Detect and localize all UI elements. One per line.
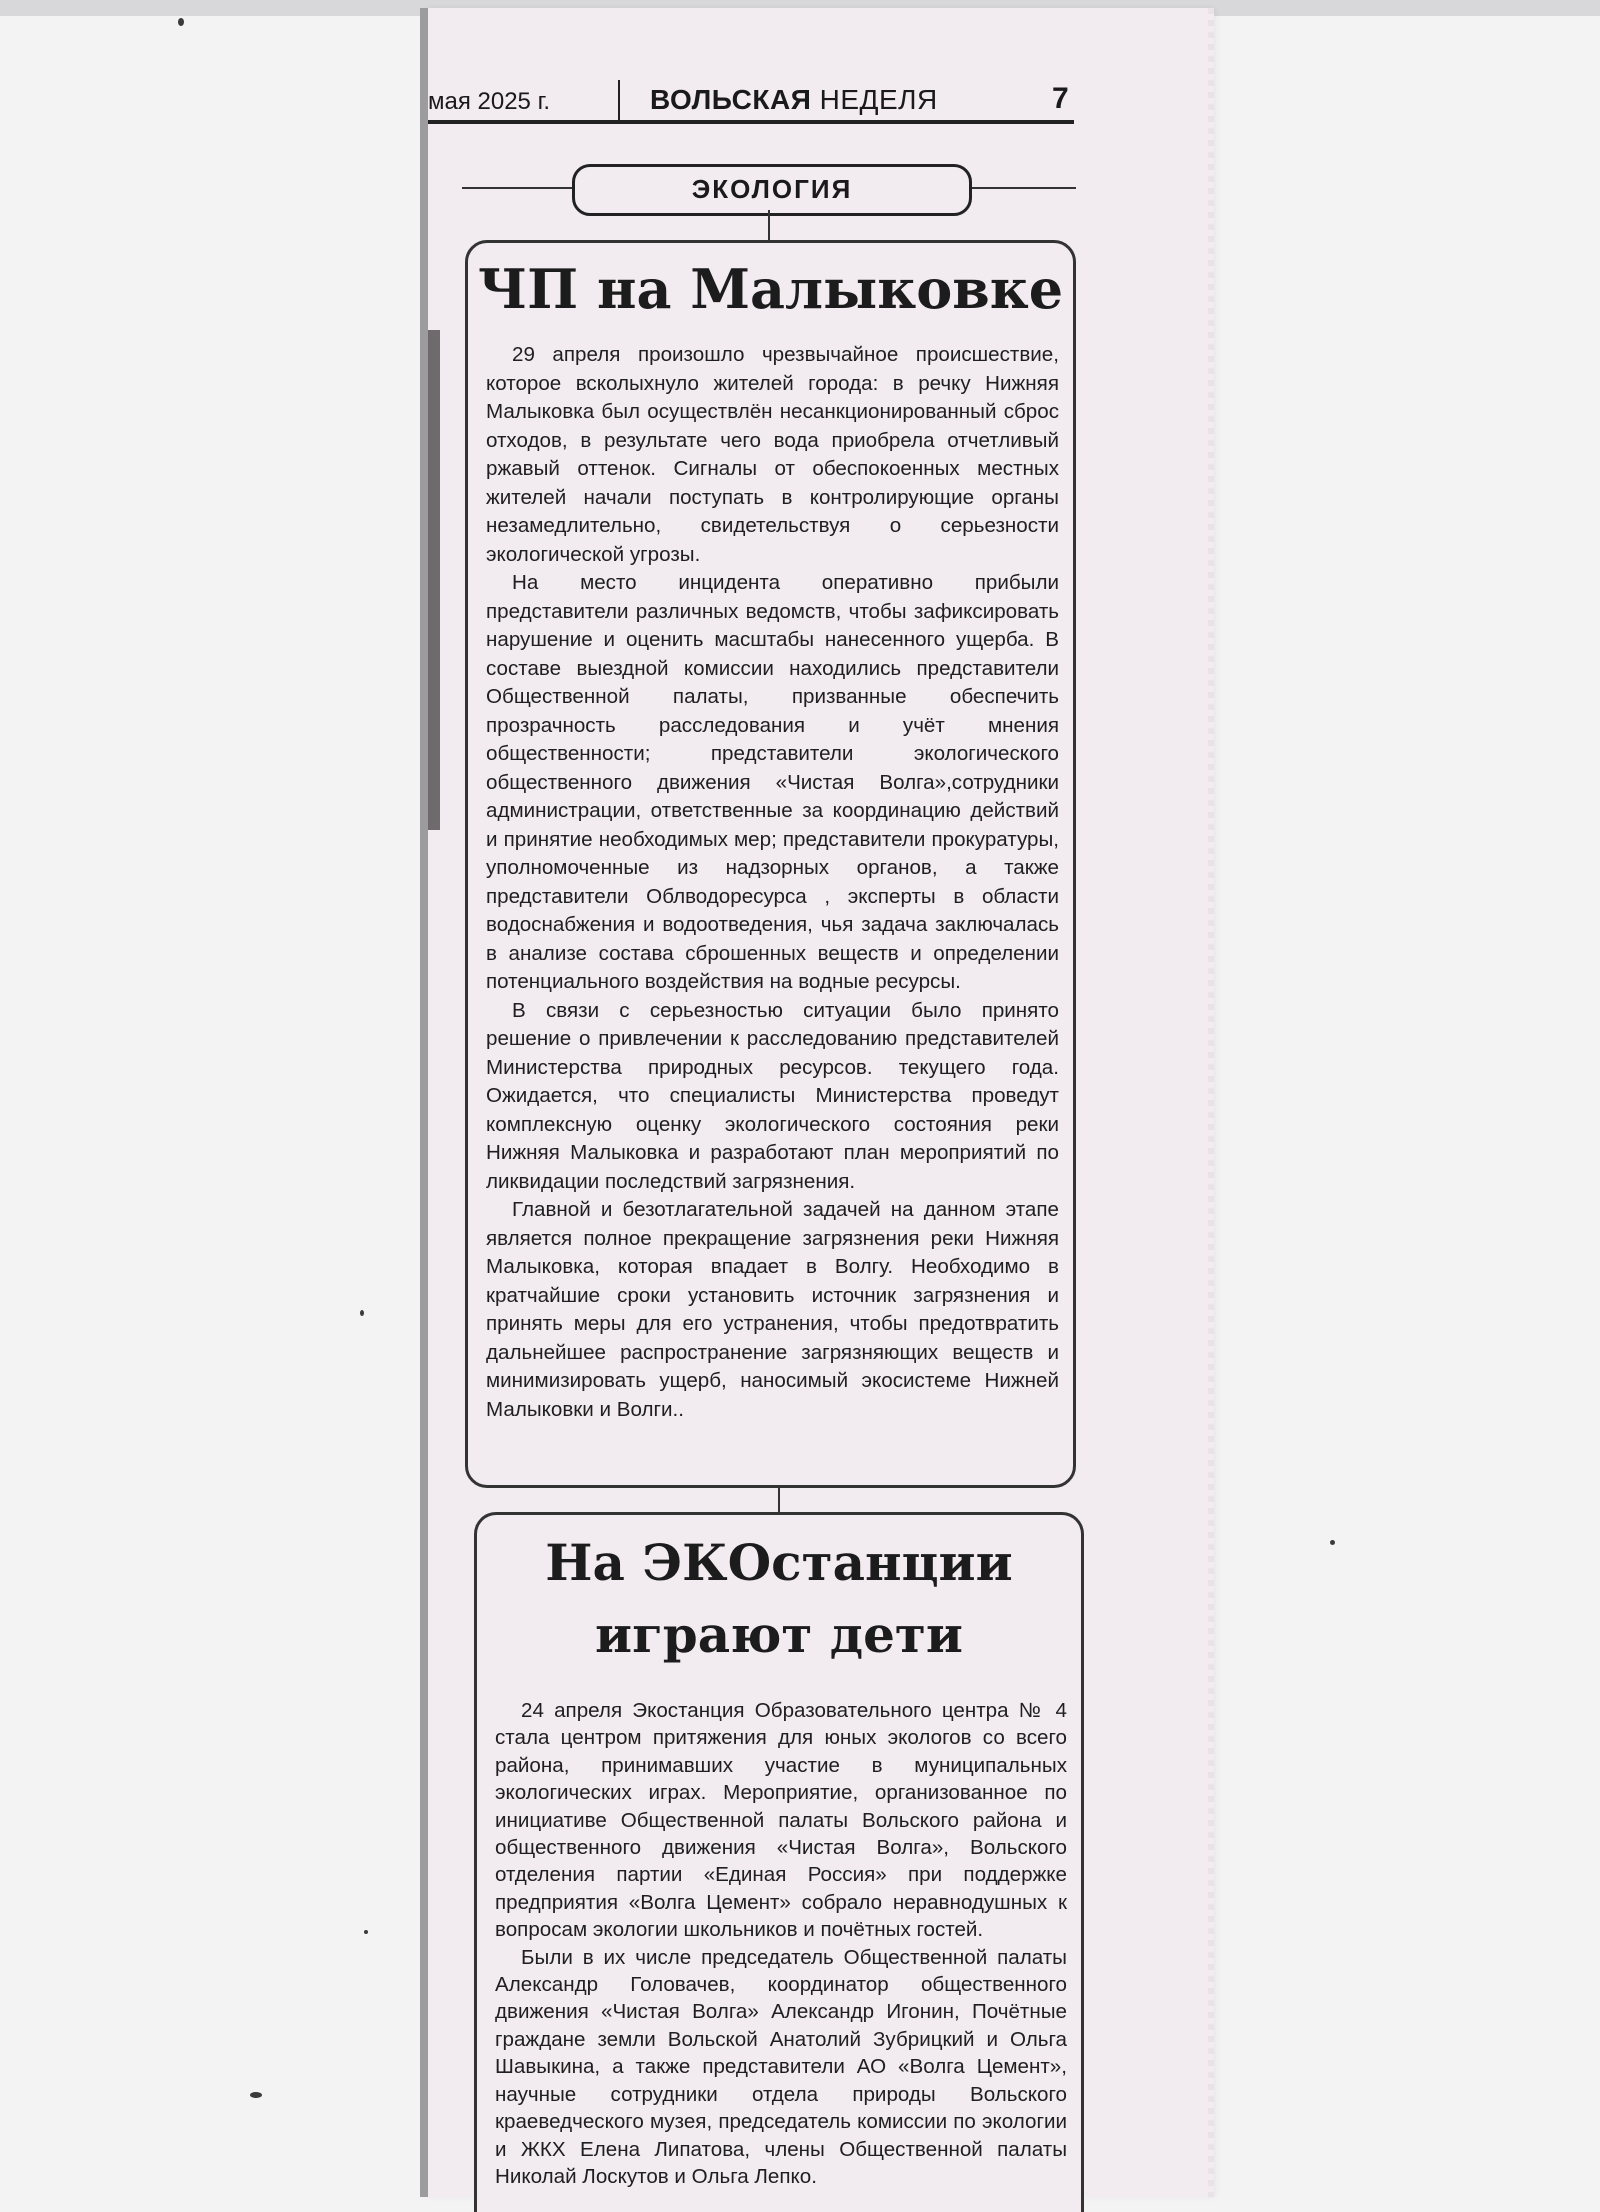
article-body bbox=[495, 1697, 1067, 2190]
newspaper-name-bold: ВОЛЬСКАЯ bbox=[650, 84, 812, 115]
scan-speck bbox=[178, 18, 184, 26]
adjacent-column-remnant bbox=[428, 330, 440, 1730]
connector-line bbox=[778, 1488, 780, 1512]
section-label: ЭКОЛОГИЯ bbox=[572, 164, 972, 216]
article-frame bbox=[465, 240, 1076, 1488]
section-rule-right bbox=[966, 187, 1076, 189]
scan-speck bbox=[360, 1310, 364, 1316]
article-paragraph: Были в их числе председатель Общественной палаты Александр Головачев, координатор общественного движения «Чистая Волга» Александр Игонин, Почётные граждане земли Вольской Анатолий Зубрицкий и Ольга Шавыкина, а также представители АО «Волга Цемент», научные сотрудники отдела природы Вольского краеведческого музея, председатель комиссии по экологии и ЖКХ Елена Липатова, члены Общественной палаты Николай Лоскутов и Ольга Лепко. bbox=[495, 1945, 1067, 2188]
article-title-line: играют дети bbox=[595, 1605, 963, 1664]
masthead-separator bbox=[618, 80, 620, 120]
issue-date: мая 2025 г. bbox=[428, 88, 551, 115]
connector-line bbox=[768, 210, 770, 242]
page-number: 7 bbox=[1052, 82, 1069, 115]
scan-speck bbox=[364, 1930, 368, 1934]
article-frame bbox=[474, 1512, 1084, 2212]
newspaper-name bbox=[650, 84, 938, 116]
article-title-line: На ЭКОстанции bbox=[545, 1533, 1013, 1592]
scan-speck bbox=[1330, 1540, 1335, 1545]
masthead bbox=[428, 78, 1074, 124]
clipping-shadow bbox=[420, 8, 428, 2197]
newspaper-name-rest: НЕДЕЛЯ bbox=[811, 84, 938, 115]
article-paragraph: Главной и безотлагательной задачей на данном этапе является полное прекращение загрязнения реки Нижняя Малыковка, которая впадает в Волгу. Необходимо в кратчайшие сроки установить источник загрязнения и принять меры для его устранения, чтобы предотвратить дальнейшее распространение загрязняющих веществ и минимизировать ущерб, наносимый экосистеме Нижней Малыковки и Волги.. bbox=[486, 1198, 1059, 1421]
masthead-rule bbox=[428, 120, 1074, 124]
article-title: ЧП на Малыковке bbox=[477, 257, 1064, 321]
scan-speck bbox=[250, 2092, 262, 2098]
article-paragraph: В связи с серьезностью ситуации было принято решение о привлечении к расследованию представителей Министерства природных ресурсов. текущего года. Ожидается, что специалисты Министерства проведут комплексную оценку экологического состояния реки Нижняя Малыковка и разработают план мероприятий по ликвидации последствий загрязнения. bbox=[486, 998, 1059, 1193]
section-rule-left bbox=[462, 187, 572, 189]
article-paragraph: 29 апреля произошло чрезвычайное происшествие, которое всколыхнуло жителей города: в речку Нижняя Малыковка был осуществлён несанкционированный сброс отходов, в результате чего вода приобрела отчетливый ржавый оттенок. Сигналы от обеспокоенных местных жителей начали поступать в контролирующие органы незамедлительно, свидетельствуя о серьезности экологической угрозы. bbox=[486, 343, 1059, 566]
article-title bbox=[477, 1515, 1081, 1671]
article-body bbox=[486, 341, 1059, 1424]
article-paragraph: 24 апреля Экостанция Образовательного центра № 4 стала центром притяжения для юных экологов со всего района, принимавших участие в муниципальных экологических играх. Мероприятие, организованное по инициативе Общественной палаты Вольского района и общественного движения «Чистая Волга», Вольского отделения партии «Единая Россия» при поддержке предприятия «Волга Цемент» собрало неравнодушных к вопросам экологии школьников и почётных гостей. bbox=[495, 1699, 1067, 1942]
article-paragraph: На место инцидента оперативно прибыли представители различных ведомств, чтобы зафиксировать нарушение и оценить масштабы нанесенного ущерба. В составе выездной комиссии находились представители Общественной палаты, призванные обеспечить прозрачность расследования и учёт мнения общественности; представители экологического общественного движения «Чистая Волга»,сотрудники администрации, ответственные за координацию действий и принятие необходимых мер; представители прокуратуры, уполномоченные из надзорных органов, а также представители Облводоресурса , эксперты в области водоснабжения и водоотведения, чья задача заключалась в анализе состава сброшенных веществ и определении потенциального воздействия на водные ресурсы. bbox=[486, 571, 1059, 993]
